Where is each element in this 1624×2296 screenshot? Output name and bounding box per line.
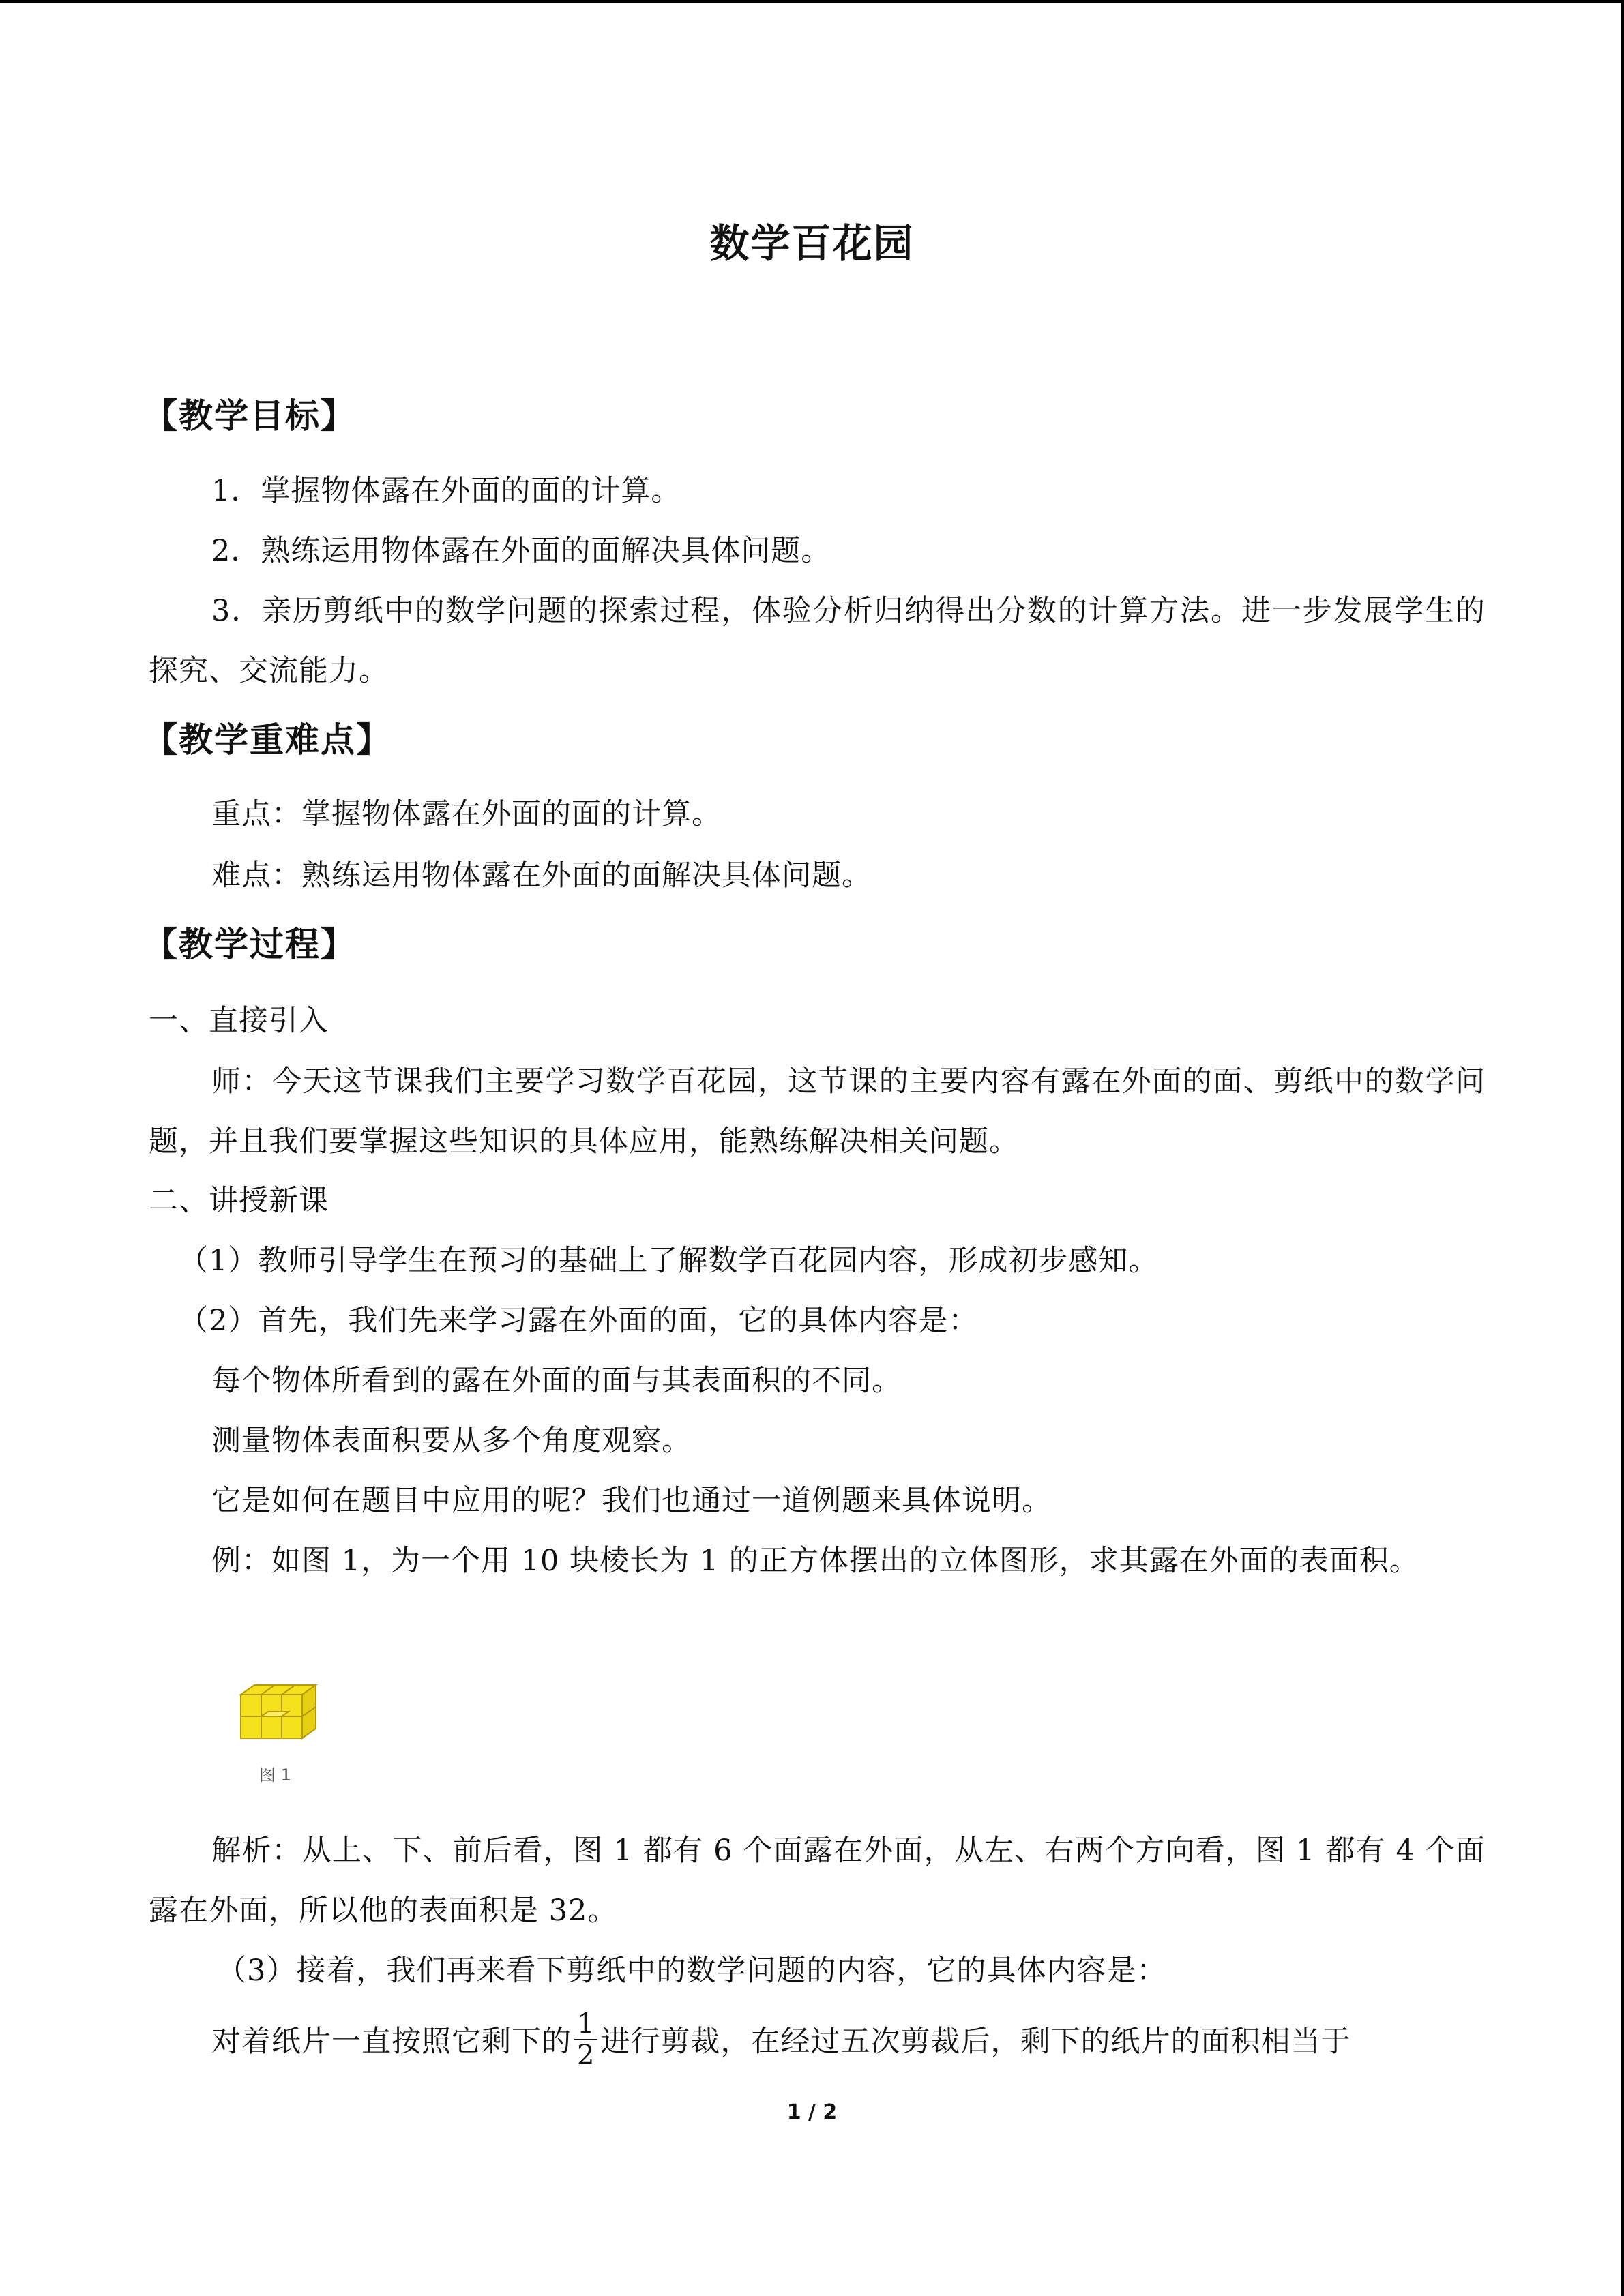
section-heading-process: 【教学过程】	[143, 925, 356, 964]
page-number: 1 / 2	[786, 2100, 838, 2124]
cut-text-after: 进行剪裁，在经过五次剪裁后，剩下的纸片的面积相当于	[600, 2025, 1351, 2059]
goal-item-1: 1．掌握物体露在外面的面的计算。	[211, 474, 681, 508]
fraction-one-half	[574, 2009, 597, 2070]
step2-item-3: （3）接着，我们再来看下剪纸中的数学问题的内容，它的具体内容是：	[217, 1954, 1167, 1988]
cube-front-face-1	[241, 1695, 261, 1716]
cut-paper-line	[211, 2008, 1351, 2074]
fraction-denominator: 2	[577, 2040, 595, 2071]
step1-heading: 一、直接引入	[149, 1004, 329, 1038]
step2-heading: 二、讲授新课	[149, 1184, 329, 1218]
figure-caption: 图 1	[259, 1765, 291, 1785]
example-text: 例：如图 1，为一个用 10 块棱长为 1 的正方体摆出的立体图形，求其露在外面的表面积。	[211, 1544, 1419, 1578]
section-heading-goals: 【教学目标】	[143, 396, 356, 436]
fraction-numerator: 1	[574, 2009, 597, 2040]
goal-item-2: 2．熟练运用物体露在外面的面解决具体问题。	[211, 534, 831, 568]
cube-front-face-5	[261, 1716, 282, 1738]
goal-item-3: 3．亲历剪纸中的数学问题的探索过程，体验分析归纳得出分数的计算方法。进一步发展学生的探究、交流能力。	[149, 594, 1486, 688]
page-title: 数学百花园	[709, 220, 915, 267]
key-point-focus: 重点：掌握物体露在外面的面的计算。	[211, 797, 722, 831]
step2-item-1: （1）教师引导学生在预习的基础上了解数学百花园内容，形成初步感知。	[179, 1244, 1159, 1278]
cut-text-before: 对着纸片一直按照它剩下的	[211, 2025, 572, 2059]
key-point-difficulty: 难点：熟练运用物体露在外面的面解决具体问题。	[211, 859, 872, 893]
section-heading-key-points: 【教学重难点】	[143, 720, 392, 760]
step2-line-2: 测量物体表面积要从多个角度观察。	[211, 1424, 692, 1458]
analysis-text: 解析：从上、下、前后看，图 1 都有 6 个面露在外面，从左、右两个方向看，图 1 都有 4 个面露在外面，所以他的表面积是 32。	[149, 1834, 1486, 1928]
step1-text: 师：今天这节课我们主要学习数学百花园，这节课的主要内容有露在外面的面、剪纸中的数学问题，并且我们要掌握这些知识的具体应用，能熟练解决相关问题。	[149, 1064, 1486, 1159]
cube-front-face-4	[241, 1716, 261, 1738]
step2-line-3: 它是如何在题目中应用的呢？我们也通过一道例题来具体说明。	[211, 1484, 1052, 1518]
cube-front-face-6	[282, 1716, 302, 1738]
step2-line-1: 每个物体所看到的露在外面的面与其表面积的不同。	[211, 1364, 902, 1398]
step2-item-2: （2）首先，我们先来学习露在外面的面，它的具体内容是：	[179, 1304, 979, 1338]
